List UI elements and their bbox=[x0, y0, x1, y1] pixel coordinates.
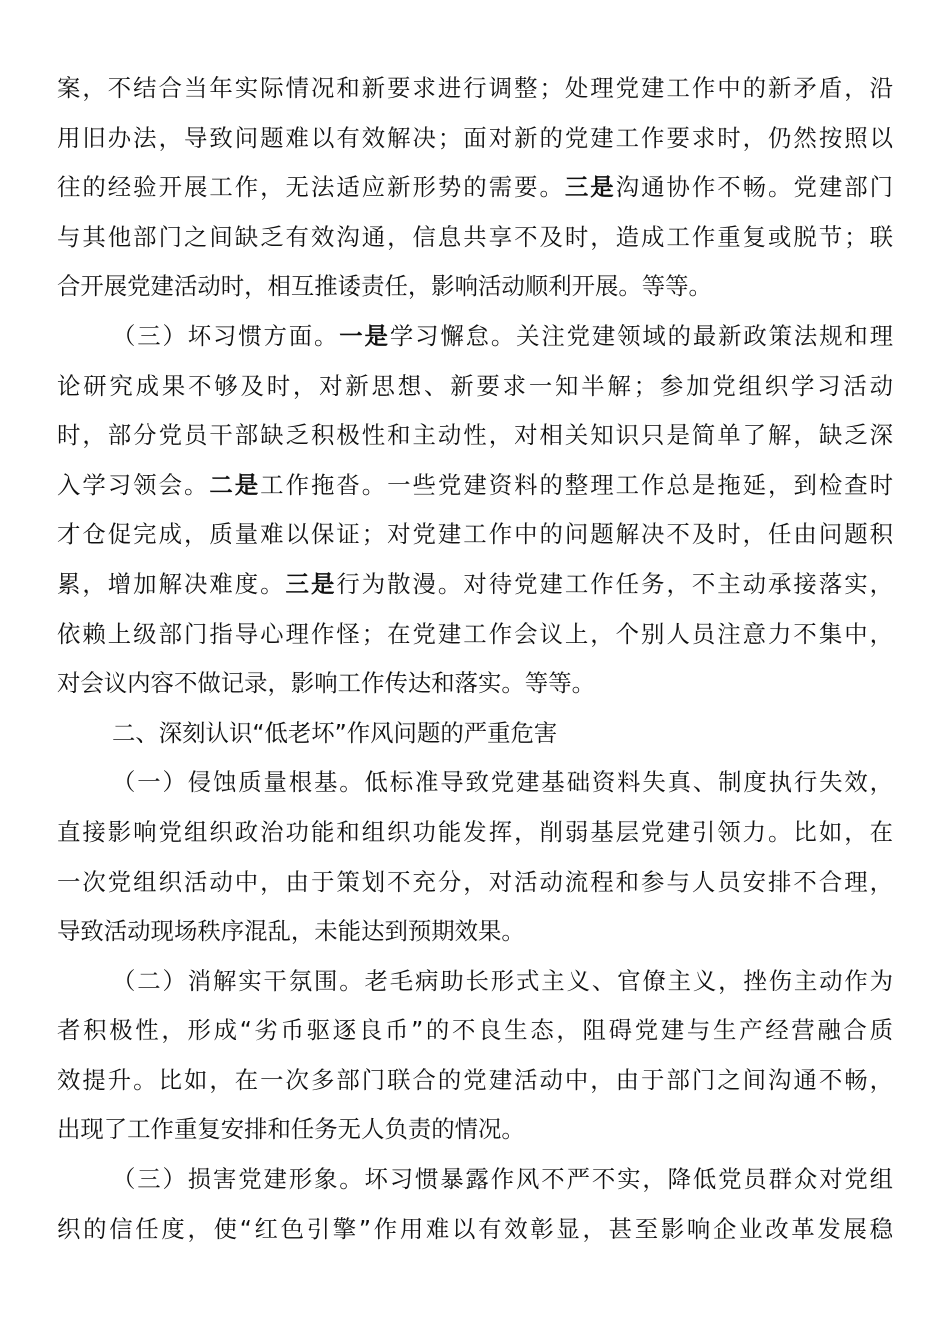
text-segment: 才仓促完成，质量难以保证；对党建工作中的问题解决不及时，任由问题积 bbox=[57, 520, 893, 549]
text-segment: 入学习领会。 bbox=[57, 470, 210, 499]
text-line bbox=[57, 1105, 893, 1155]
text-line bbox=[57, 560, 893, 610]
text-line bbox=[57, 510, 893, 560]
text-line bbox=[57, 1205, 893, 1255]
text-line bbox=[57, 461, 893, 511]
text-segment: 效提升。比如，在一次多部门联合的党建活动中，由于部门之间沟通不畅， bbox=[57, 1065, 893, 1094]
text-segment: 论研究成果不够及时，对新思想、新要求一知半解；参加党组织学习活动 bbox=[57, 371, 893, 400]
text-line bbox=[57, 114, 893, 164]
text-line bbox=[57, 411, 893, 461]
bold-keyword: 三是 bbox=[564, 173, 616, 202]
text-segment: 者积极性，形成“劣币驱逐良币”的不良生态，阻碍党建与生产经营融合质 bbox=[57, 1016, 893, 1045]
text-line bbox=[57, 312, 893, 362]
text-segment: 二、深刻认识“低老坏”作风问题的严重危害 bbox=[112, 718, 558, 747]
text-line bbox=[57, 213, 893, 263]
text-segment: 用旧办法，导致问题难以有效解决；面对新的党建工作要求时，仍然按照以 bbox=[57, 123, 893, 152]
text-line bbox=[57, 808, 893, 858]
bold-keyword: 一是 bbox=[339, 321, 390, 350]
text-line bbox=[57, 362, 893, 412]
text-line bbox=[57, 262, 893, 312]
text-segment: 案，不结合当年实际情况和新要求进行调整；处理党建工作中的新矛盾，沿 bbox=[57, 74, 893, 102]
text-segment: 织的信任度，使“红色引擎”作用难以有效彰显，甚至影响企业改革发展稳 bbox=[57, 1214, 893, 1243]
text-line bbox=[57, 1056, 893, 1106]
bold-keyword: 二是 bbox=[209, 470, 261, 499]
text-segment: 学习懈怠。关注党建领域的最新政策法规和理 bbox=[389, 321, 894, 350]
text-segment: 往的经验开展工作，无法适应新形势的需要。 bbox=[57, 173, 565, 202]
text-segment: （三）损害党建形象。坏习惯暴露作风不严不实，降低党员群众对党组 bbox=[112, 1165, 893, 1194]
text-line bbox=[57, 659, 893, 709]
text-line bbox=[57, 957, 893, 1007]
bold-keyword: 三是 bbox=[285, 569, 337, 598]
text-segment: 工作拖沓。一些党建资料的整理工作总是拖延，到检查时 bbox=[260, 470, 894, 499]
text-segment: 时，部分党员干部缺乏积极性和主动性，对相关知识只是简单了解，缺乏深 bbox=[57, 421, 893, 450]
text-segment: 与其他部门之间缺乏有效沟通，信息共享不及时，造成工作重复或脱节；联 bbox=[57, 222, 893, 251]
text-segment: （二）消解实干氛围。老毛病助长形式主义、官僚主义，挫伤主动作为 bbox=[112, 966, 893, 995]
text-segment: 沟通协作不畅。党建部门 bbox=[615, 173, 894, 202]
text-segment: （三）坏习惯方面。 bbox=[112, 321, 340, 350]
text-line bbox=[57, 1006, 893, 1056]
text-line bbox=[57, 907, 893, 957]
text-segment: 行为散漫。对待党建工作任务，不主动承接落实， bbox=[336, 569, 894, 598]
text-segment: 直接影响党组织政治功能和组织功能发挥，削弱基层党建引领力。比如，在 bbox=[57, 817, 893, 846]
text-segment: 累，增加解决难度。 bbox=[57, 569, 286, 598]
text-segment: 导致活动现场秩序混乱，未能达到预期效果。 bbox=[57, 917, 525, 946]
document-body bbox=[57, 64, 893, 1254]
text-line bbox=[57, 610, 893, 660]
text-segment: （一）侵蚀质量根基。低标准导致党建基础资料失真、制度执行失效， bbox=[112, 768, 893, 797]
text-line bbox=[57, 64, 893, 114]
text-line bbox=[57, 163, 893, 213]
text-segment: 依赖上级部门指导心理作怪；在党建工作会议上，个别人员注意力不集中， bbox=[57, 619, 893, 648]
text-segment: 一次党组织活动中，由于策划不充分，对活动流程和参与人员安排不合理， bbox=[57, 867, 893, 896]
text-segment: 合开展党建活动时，相互推诿责任，影响活动顺利开展。等等。 bbox=[57, 272, 712, 301]
text-line bbox=[57, 1155, 893, 1205]
text-line bbox=[57, 758, 893, 808]
text-segment: 出现了工作重复安排和任务无人负责的情况。 bbox=[57, 1115, 525, 1144]
text-line bbox=[57, 858, 893, 908]
text-segment: 对会议内容不做记录，影响工作传达和落实。等等。 bbox=[57, 669, 595, 698]
text-line bbox=[57, 709, 893, 759]
